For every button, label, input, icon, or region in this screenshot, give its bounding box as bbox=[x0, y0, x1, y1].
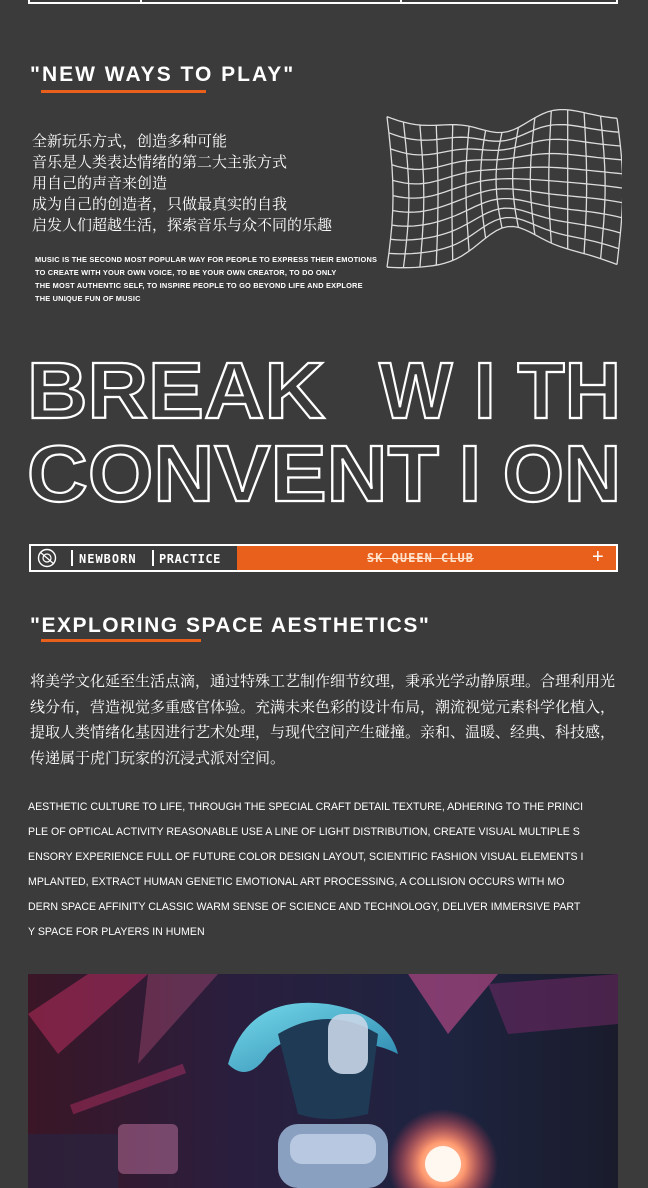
section-heading-exploring: "EXPLORING SPACE AESTHETICS" bbox=[30, 614, 431, 637]
banner-divider bbox=[152, 550, 154, 566]
neon-rider-photo bbox=[28, 974, 618, 1188]
intro-line: 成为自己的创造者，只做最真实的自我 bbox=[32, 196, 288, 213]
wireframe-mesh-icon bbox=[382, 100, 622, 272]
globe-emblem-icon bbox=[37, 548, 57, 568]
intro-chinese-text bbox=[32, 131, 332, 236]
intro-en-line: THE UNIQUE FUN OF MUSIC bbox=[35, 294, 141, 303]
aesthetics-chinese-paragraph: 将美学文化延至生活点滴，通过特殊工艺制作细节纹理，秉承光学动静原理。合理利用光线分布，营造视觉多重感官体验。充满未来色彩的设计布局，潮流视觉元素科学化植入，提取人类情绪化基因进行艺术处理，与现代空间产生碰撞。亲和、温暖、经典、科技感，传递属于虎门玩家的沉浸式派对空间。 bbox=[30, 673, 616, 767]
paragraph-line: DERN SPACE AFFINITY CLASSIC WARM SENSE OF SCIENCE AND TECHNOLOGY, DELIVER IMMERSIVE PART bbox=[28, 901, 581, 913]
bar-divider bbox=[140, 0, 142, 4]
heading-underline bbox=[41, 90, 206, 93]
tag-newborn: NEWBORN bbox=[79, 552, 137, 566]
intro-line: 启发人们超越生活，探索音乐与众不同的乐趣 bbox=[32, 217, 333, 234]
headline-word-with: W I TH bbox=[379, 346, 621, 435]
intro-line: 全新玩乐方式，创造多种可能 bbox=[32, 133, 228, 150]
headline-word-break: BREAK bbox=[27, 346, 326, 435]
intro-en-line: TO CREATE WITH YOUR OWN VOICE, TO BE YOUR OWN CREATOR, TO DO ONLY bbox=[35, 268, 337, 277]
aesthetics-english-paragraph bbox=[28, 795, 628, 945]
break-with-convention-headline bbox=[27, 340, 627, 510]
headline-word-convent: CONVENT bbox=[27, 429, 440, 510]
banner-divider bbox=[71, 550, 73, 566]
intro-en-line: MUSIC IS THE SECOND MOST POPULAR WAY FOR PEOPLE TO EXPRESS THEIR EMOTIONS bbox=[35, 255, 378, 264]
intro-en-line: THE MOST AUTHENTIC SELF, TO INSPIRE PEOPLE TO GO BEYOND LIFE AND EXPLORE bbox=[35, 281, 363, 290]
intro-line: 音乐是人类表达情绪的第二大主张方式 bbox=[32, 154, 288, 171]
headline-word-ion: I ON bbox=[459, 429, 621, 510]
paragraph-line: AESTHETIC CULTURE TO LIFE, THROUGH THE SPECIAL CRAFT DETAIL TEXTURE, ADHERING TO THE PRINCI bbox=[28, 801, 584, 813]
paragraph-line: ENSORY EXPERIENCE FULL OF FUTURE COLOR DESIGN LAYOUT, SCIENTIFIC FASHION VISUAL ELEMENTS I bbox=[28, 851, 584, 863]
banner-accent-block bbox=[237, 546, 616, 570]
paragraph-line: MPLANTED, EXTRACT HUMAN GENETIC EMOTIONAL ART PROCESSING, A COLLISION OCCURS WITH MO bbox=[28, 876, 565, 888]
top-frame-bar bbox=[28, 0, 618, 4]
club-name: SK QUEEN CLUB bbox=[367, 551, 474, 565]
paragraph-line: Y SPACE FOR PLAYERS IN HUMEN bbox=[28, 926, 205, 938]
intro-line: 用自己的声音来创造 bbox=[32, 175, 168, 192]
section-heading-new-ways: "NEW WAYS TO PLAY" bbox=[30, 63, 296, 86]
heading-underline bbox=[41, 639, 201, 642]
bar-divider bbox=[400, 0, 402, 4]
paragraph-line: PLE OF OPTICAL ACTIVITY REASONABLE USE A LINE OF LIGHT DISTRIBUTION, CREATE VISUAL MULTIPLE S bbox=[28, 826, 580, 838]
plus-icon: + bbox=[592, 546, 604, 568]
tag-practice: PRACTICE bbox=[159, 552, 221, 566]
club-banner bbox=[29, 544, 618, 572]
intro-english-text bbox=[35, 253, 377, 305]
